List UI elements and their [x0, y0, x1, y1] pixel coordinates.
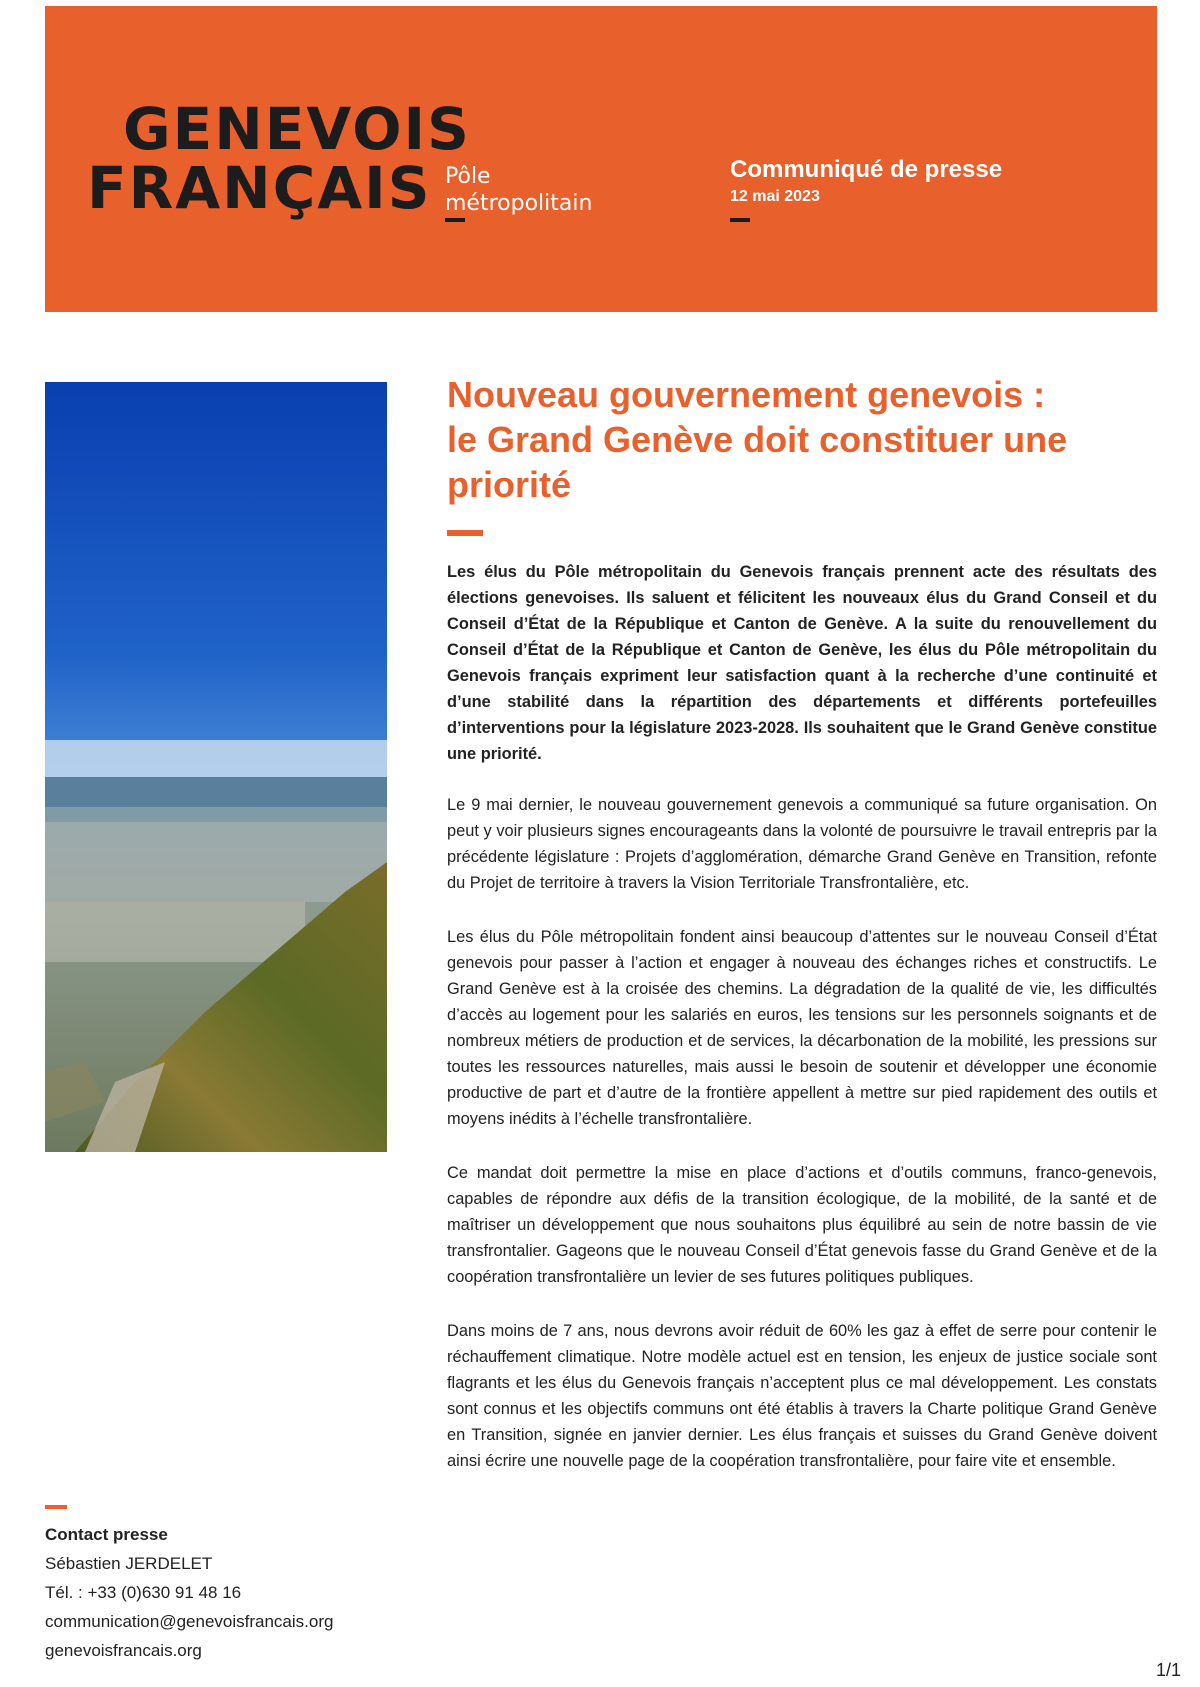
paragraph-4: Dans moins de 7 ans, nous devrons avoir réduit de 60% les gaz à effet de serre pour contenir le réchauffement climatique. Notre modèle actuel est en tension, les enjeux de justice sociale sont flagrants et les élus du Genevois français n’acceptent plus ce mal développement. Les constats sont connus et les objectifs communs ont été établis à travers la Charte politique Grand Genève en Transition, signée en janvier dernier. Les élus français et suisses du Grand Genève doivent ainsi écrire une nouvelle page de la coopération transfrontalière, pour faire vite et ensemble. — [447, 1322, 1157, 1470]
logo-subtitle — [445, 163, 592, 217]
title-dash — [447, 530, 483, 536]
title-line-1: Nouveau gouvernement genevois : — [447, 374, 1046, 415]
contact-dash — [45, 1505, 67, 1509]
contact-name: Sébastien JERDELET — [45, 1554, 213, 1573]
logo-subtitle-1: Pôle — [445, 164, 491, 189]
logo-line-1: GENEVOIS — [123, 95, 471, 163]
doc-date: 12 mai 2023 — [730, 188, 820, 205]
logo-line-2: FRANÇAIS — [87, 154, 432, 222]
logo-subtitle-2: métropolitain — [445, 191, 593, 216]
landscape-photo — [45, 382, 387, 1152]
header-banner — [45, 6, 1157, 312]
contact-block — [45, 1520, 333, 1665]
title-line-2: le Grand Genève doit constituer une — [447, 419, 1068, 460]
title-line-3: priorité — [447, 464, 572, 505]
contact-title: Contact presse — [45, 1525, 168, 1544]
contact-phone: Tél. : +33 (0)630 91 48 16 — [45, 1583, 242, 1602]
paragraph-3: Ce mandat doit permettre la mise en place d’actions et d’outils communs, franco-genevois, capables de répondre aux défis de la transition écologique, de la mobilité, de la santé et de maîtriser un développement que nous souhaitons plus équilibré au sein de notre bassin de vie transfrontalier. Gageons que le nouveau Conseil d’État genevois fasse du Grand Genève et de la coopération transfrontalière un levier de ses futures politiques publiques. — [447, 1164, 1157, 1286]
doc-type: Communiqué de presse — [730, 156, 1003, 183]
contact-website[interactable]: genevoisfrancais.org — [45, 1641, 202, 1660]
article-title — [447, 372, 1147, 507]
lead-paragraph: Les élus du Pôle métropolitain du Genevois français prennent acte des résultats des élections genevoises. Ils saluent et félicitent les nouveaux élus du Grand Conseil et du Conseil d’État de la République et Canton de Genève. A la suite du renouvellement du Conseil d’État de la République et Canton de Genève, les élus du Pôle métropolitain du Genevois français expriment leur satisfaction quant à la recherche d’une continuité et d’une stabilité dans la répartition des départements et différents portefeuilles d’interventions pour la législature 2023-2028. Ils souhaitent que le Grand Genève constitue une priorité. — [447, 563, 1157, 763]
contact-email[interactable]: communication@genevoisfrancais.org — [45, 1612, 334, 1631]
paragraph-1: Le 9 mai dernier, le nouveau gouvernement genevois a communiqué sa future organisation. On peut y voir plusieurs signes encourageants dans la volonté de poursuivre le travail entrepris par la précédente législature : Projets d’agglomération, démarche Grand Genève en Transition, refonte du Projet de territoire à travers la Vision Territoriale Transfrontalière, etc. — [447, 796, 1157, 892]
logo-dash — [445, 218, 465, 222]
page-number: 1/1 — [1156, 1660, 1182, 1680]
date-dash — [730, 218, 750, 222]
paragraph-2: Les élus du Pôle métropolitain fondent ainsi beaucoup d’attentes sur le nouveau Conseil d’État genevois pour passer à l’action et engager à nouveau des échanges riches et constructifs. Le Grand Genève est à la croisée des chemins. La dégradation de la qualité de vie, les difficultés d’accès au logement pour les salariés en euros, les tensions sur les personnels soignants et de nombreux métiers de production et de services, la décarbonation de la mobilité, les pressions sur toutes les ressources naturelles, mais aussi le besoin de soutenir et développer une économie productive de part et d’autre de la frontière appellent à mettre sur pied rapidement des outils et moyens inédits à l’échelle transfrontalière. — [447, 928, 1157, 1128]
